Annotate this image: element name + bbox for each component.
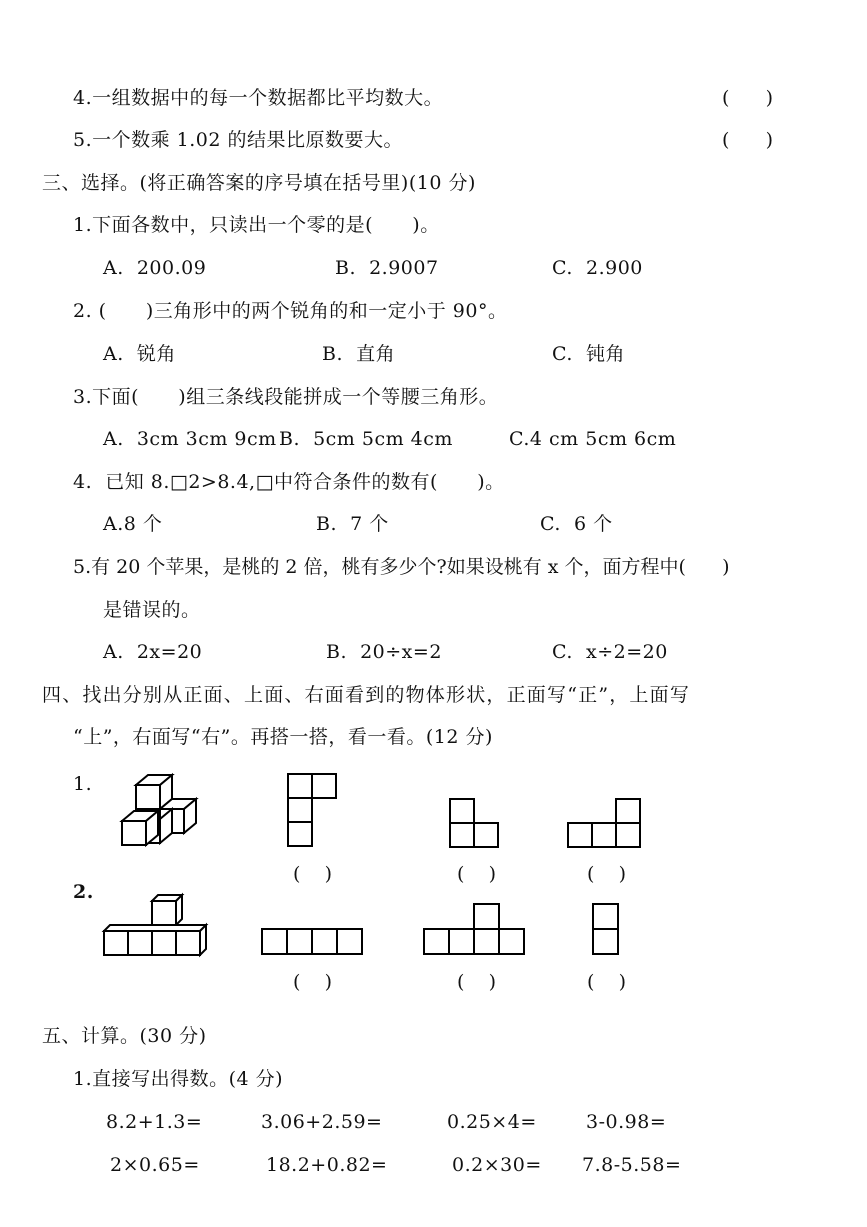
option-b: B. 2.9007 xyxy=(335,257,439,279)
answer-blank[interactable]: ( ) xyxy=(457,863,496,885)
option-c: C. 6 个 xyxy=(540,513,613,535)
answer-blank[interactable]: ( ) xyxy=(293,863,332,885)
calc-item: 7.8-5.58= xyxy=(582,1154,682,1176)
problem-label: 1. xyxy=(73,773,93,795)
view-shape xyxy=(423,903,527,957)
option-a: A. 200.09 xyxy=(103,257,207,279)
problem-label: 2. xyxy=(73,881,94,903)
answer-blank[interactable]: ( ) xyxy=(722,129,774,151)
option-c: C.4 cm 5cm 6cm xyxy=(509,428,677,450)
choice-q5: 5.有 20 个苹果，是桃的 2 倍，桃有多少个?如果设桃有 x 个，面方程中( ) xyxy=(73,556,730,578)
calc-item: 18.2+0.82= xyxy=(266,1154,388,1176)
section-heading: 五、计算。(30 分) xyxy=(42,1025,207,1047)
calc-item: 0.2×30= xyxy=(452,1154,542,1176)
judge-q5: 5.一个数乘 1.02 的结果比原数要大。 xyxy=(73,129,404,151)
choice-q2: 2. ( )三角形中的两个锐角的和一定小于 90°。 xyxy=(73,300,508,322)
calc-item: 2×0.65= xyxy=(110,1154,200,1176)
calc-item: 3-0.98= xyxy=(586,1111,667,1133)
choice-q3: 3.下面( )组三条线段能拼成一个等腰三角形。 xyxy=(73,386,499,408)
calc-item: 0.25×4= xyxy=(447,1111,537,1133)
calc-item: 8.2+1.3= xyxy=(106,1111,203,1133)
view-shape xyxy=(567,798,645,850)
view-shape xyxy=(592,903,620,957)
view-shape xyxy=(261,928,365,956)
answer-blank[interactable]: ( ) xyxy=(293,971,332,993)
view-shape xyxy=(287,773,339,851)
judge-q4: 4.一组数据中的每一个数据都比平均数大。 xyxy=(73,87,444,109)
option-b: B. 直角 xyxy=(322,343,396,365)
option-b: B. 5cm 5cm 4cm xyxy=(279,428,453,450)
calc-item: 3.06+2.59= xyxy=(261,1111,383,1133)
choice-q4: 4. 已知 8.□2>8.4,□中符合条件的数有( )。 xyxy=(73,471,505,493)
view-shape xyxy=(449,798,503,850)
answer-blank[interactable]: ( ) xyxy=(587,863,626,885)
option-c: C. 钝角 xyxy=(552,343,625,365)
choice-q5-cont: 是错误的。 xyxy=(103,599,201,621)
answer-blank[interactable]: ( ) xyxy=(587,971,626,993)
section-heading-cont: “上”，右面写“右”。再搭一搭，看一看。(12 分) xyxy=(73,726,493,748)
option-a: A. 锐角 xyxy=(103,343,176,365)
cube-row-figure xyxy=(104,895,219,957)
option-a: A.8 个 xyxy=(103,513,163,535)
sub-heading: 1.直接写出得数。(4 分) xyxy=(73,1068,284,1090)
option-a: A. 2x=20 xyxy=(103,641,203,663)
answer-blank[interactable]: ( ) xyxy=(722,87,774,109)
option-c: C. x÷2=20 xyxy=(552,641,668,663)
section-heading: 四、找出分别从正面、上面、右面看到的物体形状，正面写“正”，上面写 xyxy=(42,684,691,706)
answer-blank[interactable]: ( ) xyxy=(457,971,496,993)
option-b: B. 7 个 xyxy=(316,513,389,535)
section-heading: 三、选择。(将正确答案的序号填在括号里)(10 分) xyxy=(42,172,476,194)
option-b: B. 20÷x=2 xyxy=(326,641,442,663)
option-a: A. 3cm 3cm 9cm xyxy=(103,428,277,450)
option-c: C. 2.900 xyxy=(552,257,643,279)
cube-stack-figure xyxy=(100,775,210,855)
choice-q1: 1.下面各数中，只读出一个零的是( )。 xyxy=(73,214,440,236)
